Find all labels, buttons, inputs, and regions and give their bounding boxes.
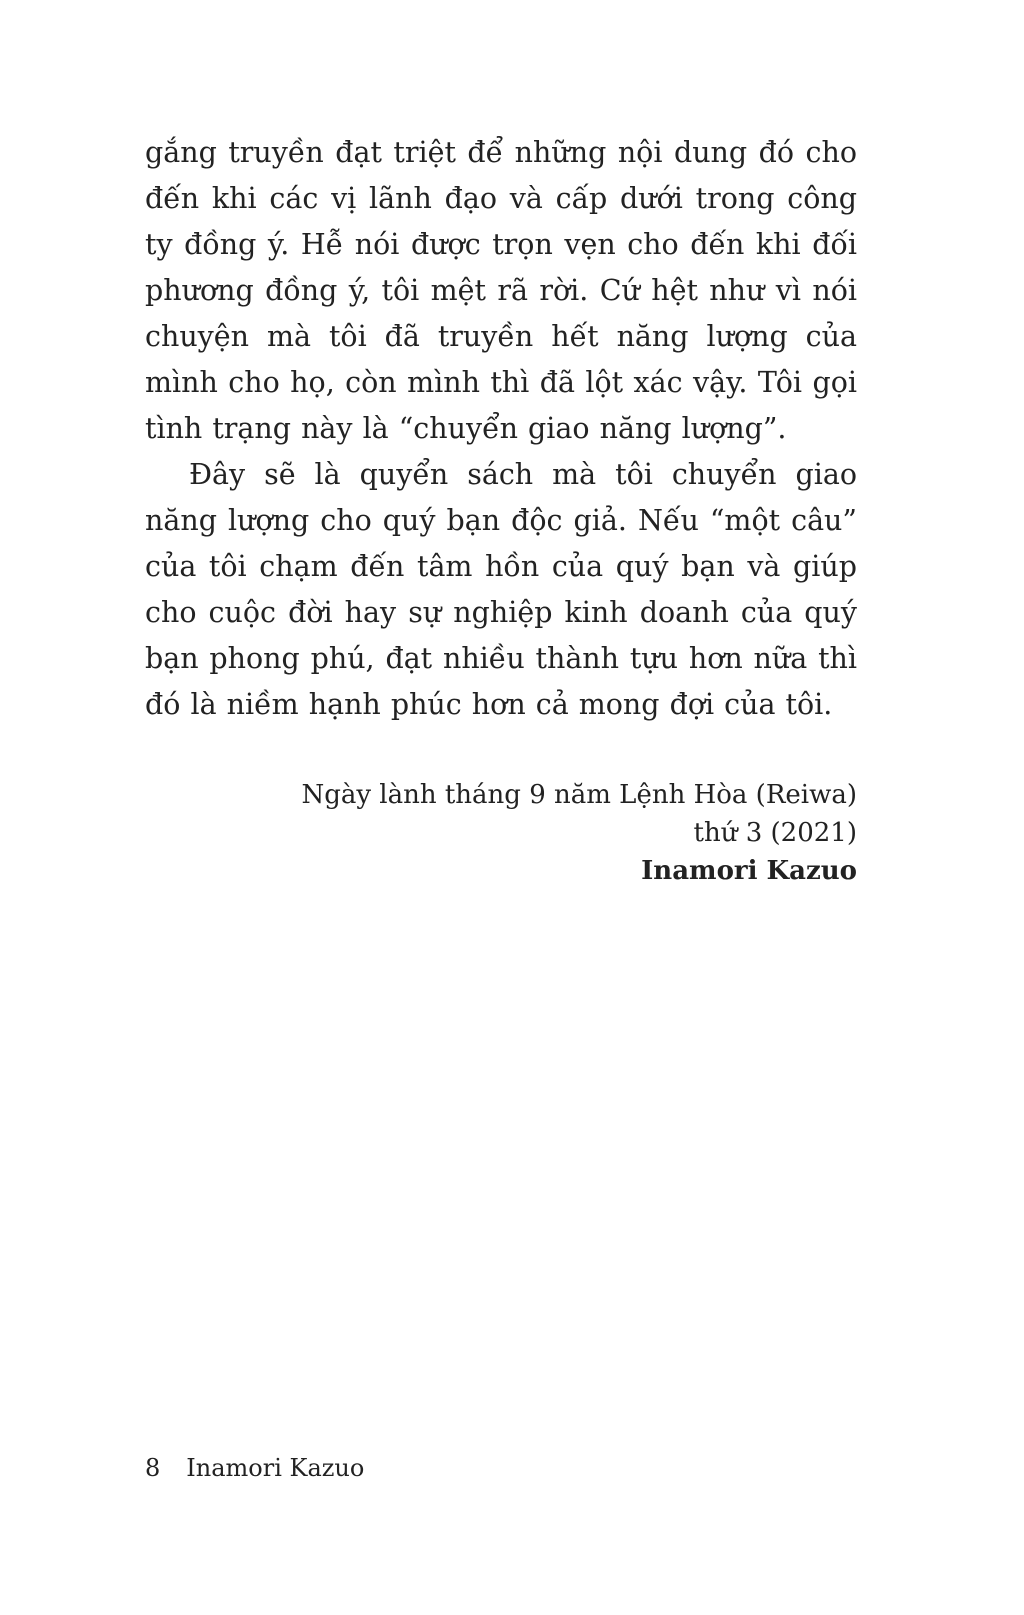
footer-page-number: 8 — [145, 1454, 161, 1482]
page-footer — [145, 1454, 364, 1482]
paragraph-2: Đây sẽ là quyển sách mà tôi chuyển giao năng lượng cho quý bạn độc giả. Nếu “một câu” của tôi chạm đến tâm hồn của quý bạn và giúp cho cuộc đời hay sự nghiệp kinh doanh của quý bạn phong phú, đạt nhiều thành tựu hơn nữa thì đó là niềm hạnh phúc hơn cả mong đợi của tôi. — [145, 458, 857, 721]
footer-running-title: Inamori Kazuo — [186, 1454, 365, 1482]
signature-block — [145, 776, 857, 890]
signature-year-line: thứ 3 (2021) — [693, 818, 857, 848]
paragraph-1: gắng truyền đạt triệt để những nội dung đó cho đến khi các vị lãnh đạo và cấp dưới trong công ty đồng ý. Hễ nói được trọn vẹn cho đến khi đối phương đồng ý, tôi mệt rã rời. Cứ hệt như vì nói chuyện mà tôi đã truyền hết năng lượng của mình cho họ, còn mình thì đã lột xác vậy. Tôi gọi tình trạng này là “chuyển giao năng lượng”. — [145, 136, 857, 445]
signature-date-line: Ngày lành tháng 9 năm Lệnh Hòa (Reiwa) — [301, 780, 857, 810]
signature-author-name: Inamori Kazuo — [641, 856, 857, 886]
main-text-block — [145, 130, 857, 890]
